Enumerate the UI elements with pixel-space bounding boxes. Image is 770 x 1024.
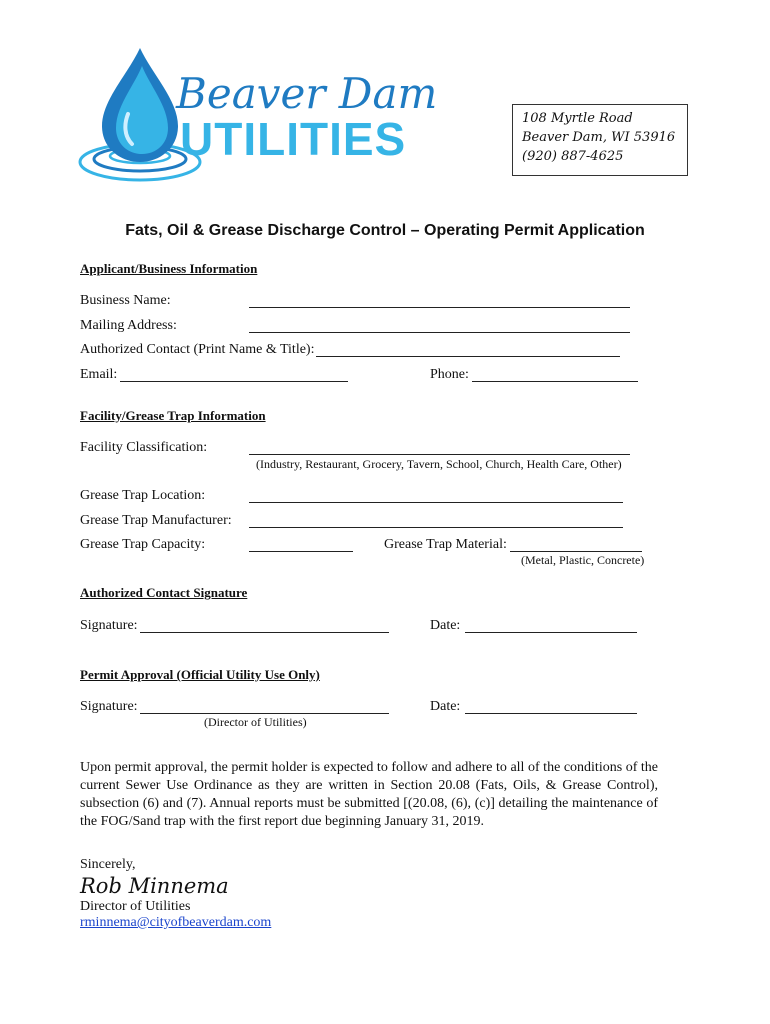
director-hint: (Director of Utilities): [204, 715, 307, 729]
phone-field[interactable]: [472, 381, 638, 382]
facility-classification-hint: (Industry, Restaurant, Grocery, Tavern, School, Church, Health Care, Other): [256, 457, 622, 471]
grease-trap-location-label: Grease Trap Location:: [80, 488, 206, 503]
grease-trap-capacity-label: Grease Trap Capacity:: [80, 537, 206, 552]
logo-text-beaver-dam: Beaver Dam: [176, 69, 438, 118]
grease-trap-manufacturer-field[interactable]: [249, 527, 623, 528]
section-heading-facility: Facility/Grease Trap Information: [80, 408, 266, 423]
section-heading-permit-approval: Permit Approval (Official Utility Use Only): [80, 667, 320, 682]
phone-label: Phone:: [430, 367, 469, 382]
email-label: Email:: [80, 367, 118, 382]
signatory-role: Director of Utilities: [80, 899, 191, 914]
contact-signature-field[interactable]: [140, 632, 389, 633]
facility-classification-field[interactable]: [249, 454, 630, 455]
page-title: Fats, Oil & Grease Discharge Control – Operating Permit Application: [125, 222, 645, 239]
company-logo: [78, 44, 438, 190]
address-city: Beaver Dam, WI 53916: [522, 130, 676, 145]
grease-trap-material-label: Grease Trap Material:: [384, 537, 507, 552]
grease-trap-capacity-field[interactable]: [249, 551, 353, 552]
mailing-address-field[interactable]: [249, 332, 630, 333]
logo-text-utilities: UTILITIES: [180, 113, 407, 165]
address-street: 108 Myrtle Road: [522, 111, 633, 126]
business-name-label: Business Name:: [80, 293, 171, 308]
contact-date-label: Date:: [430, 618, 461, 633]
approval-signature-field[interactable]: [140, 713, 389, 714]
contact-signature-label: Signature:: [80, 618, 138, 633]
section-heading-applicant: Applicant/Business Information: [80, 261, 258, 276]
mailing-address-label: Mailing Address:: [80, 318, 177, 333]
approval-date-label: Date:: [430, 699, 461, 714]
approval-date-field[interactable]: [465, 713, 637, 714]
grease-trap-material-field[interactable]: [510, 551, 642, 552]
closing-sincerely: Sincerely,: [80, 857, 136, 872]
permit-conditions-paragraph: Upon permit approval, the permit holder is expected to follow and adhere to all of the conditions of the current Sewer Use Ordinance as they are written in Section 20.08 (Fats, Oils, & Grease Control), subsection (6) and (7). Annual reports must be submitted [(20.08, (6), (c)] detailing the maintenance of the FOG/Sand trap with the first report due beginning January 31, 2019.: [80, 760, 658, 829]
signatory-email-link[interactable]: rminnema@cityofbeaverdam.com: [80, 915, 272, 930]
signatory-name: Rob Minnema: [80, 874, 229, 898]
authorized-contact-field[interactable]: [316, 356, 620, 357]
grease-trap-location-field[interactable]: [249, 502, 623, 503]
approval-signature-label: Signature:: [80, 699, 138, 714]
email-field[interactable]: [120, 381, 348, 382]
business-name-field[interactable]: [249, 307, 630, 308]
authorized-contact-label: Authorized Contact (Print Name & Title):: [80, 342, 315, 357]
address-phone: (920) 887-4625: [522, 149, 624, 164]
grease-trap-material-hint: (Metal, Plastic, Concrete): [521, 553, 645, 567]
facility-classification-label: Facility Classification:: [80, 440, 208, 455]
section-heading-contact-signature: Authorized Contact Signature: [80, 585, 248, 600]
grease-trap-manufacturer-label: Grease Trap Manufacturer:: [80, 513, 232, 528]
contact-date-field[interactable]: [465, 632, 637, 633]
address-box: [512, 104, 688, 176]
